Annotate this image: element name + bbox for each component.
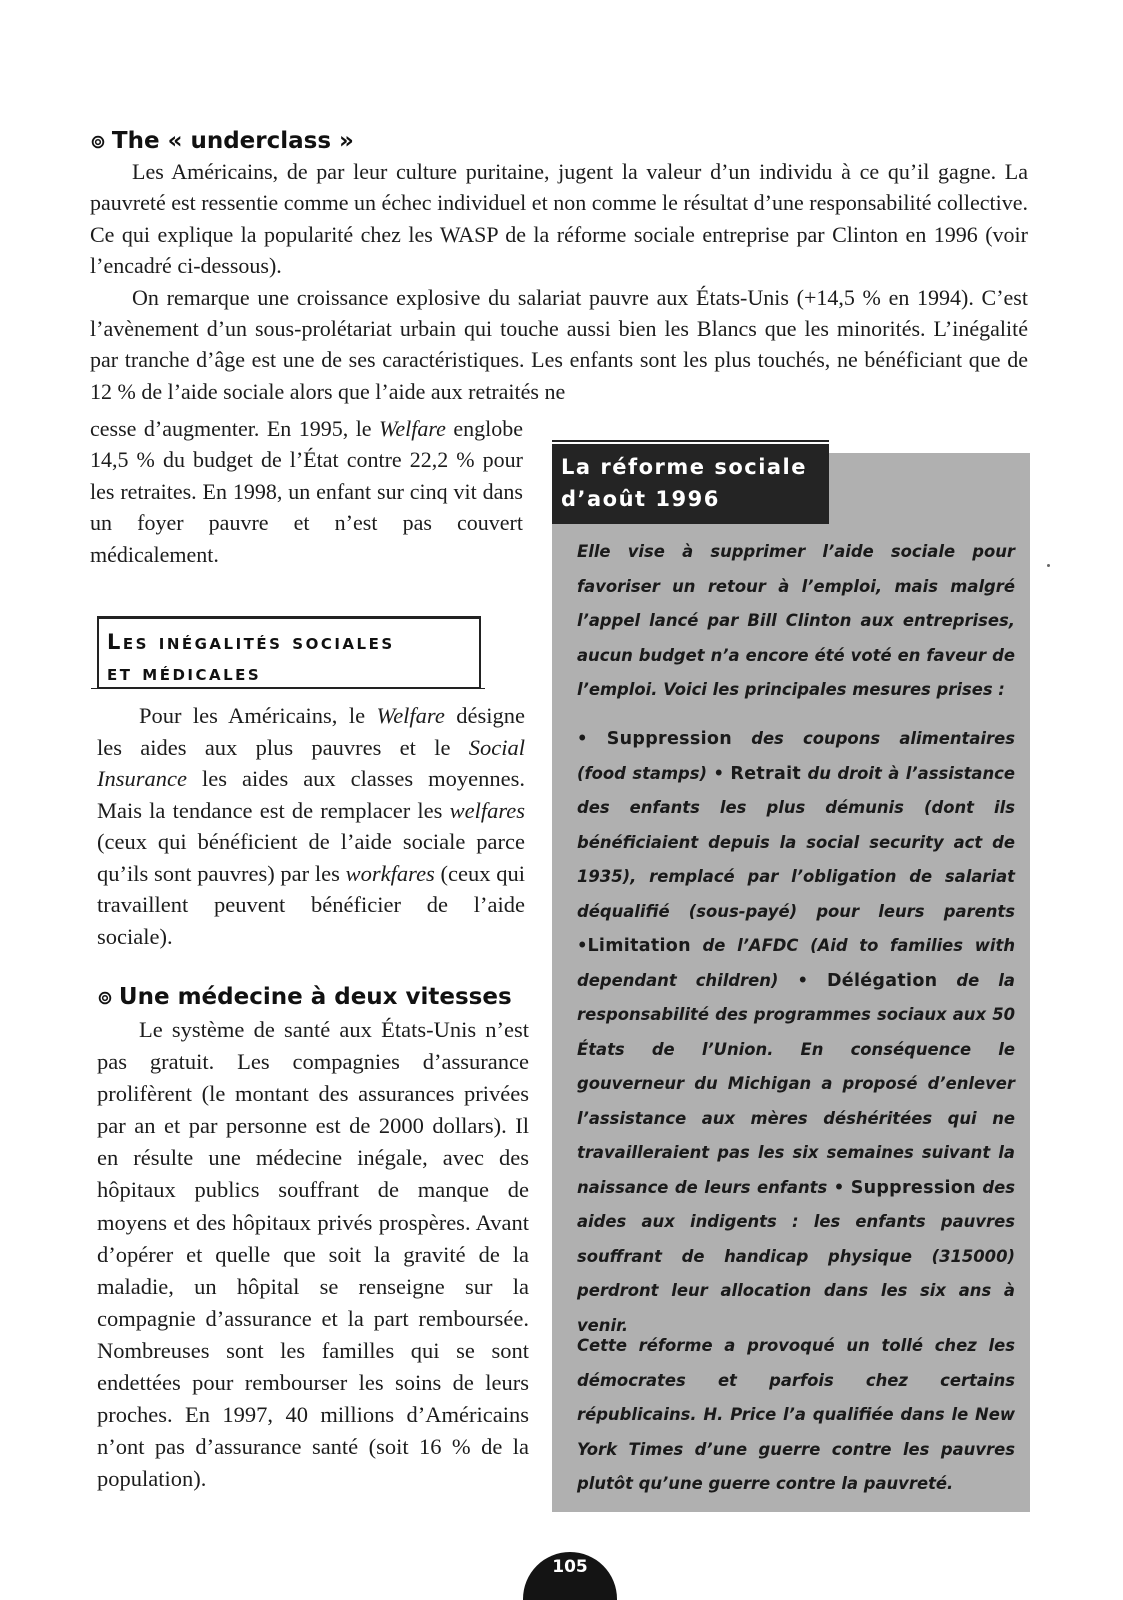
welfare-text-1: Pour les Américains, le: [139, 703, 377, 728]
bullet-icon: •: [713, 763, 724, 783]
measure-3-text: de l’AFDC (Aid to families with dependant children): [577, 936, 1015, 990]
welfare-text-3: les aides aux classes moyennes. Mais la tendance est de remplacer les: [97, 766, 525, 823]
welfare-paragraph: [97, 700, 525, 952]
underclass-heading-text: The « underclass »: [111, 128, 354, 154]
section-title-rule: [91, 688, 485, 689]
target-bullet-icon: ⊚: [90, 131, 106, 153]
welfare-text-5: (ceux qui travaillent peuvent bénéficier de l’aide sociale).: [97, 860, 526, 949]
bullet-icon: •: [577, 729, 588, 748]
reform-outro: [577, 1329, 1015, 1502]
measure-3-term: Limitation: [587, 936, 691, 956]
reform-box-title: [552, 444, 829, 524]
measure-2-term: Retrait: [730, 763, 802, 784]
bullet-icon: •: [797, 970, 808, 990]
measure-4-text: de la responsabilité des programmes sociaux aux 50 États de l’Union. En conséquence le gouverneur du Michigan a proposé d’enlever l’assistance aux mères déshéritées qui ne travailleraient pas les six semaines suivant la naissance de leurs enfants: [577, 970, 1015, 1197]
measure-5-text: des aides aux indigents : les enfants pauvres souffrant de handicap physique (315000) perdront leur allocation dans les six ans à venir.: [577, 1177, 1016, 1335]
underclass-paragraph-1: Les Américains, de par leur culture puritaine, jugent la valeur d’un individu à ce qu’il gagne. La pauvreté est ressentie comme un échec individuel et non comme le résultat d’une responsabilité collective. Ce qui explique la popularité chez les WASP de la réforme sociale entreprise par Clinton en 1996 (voir l’encadré ci-dessous).: [90, 159, 1028, 279]
section-title-line-2: et médicales: [107, 661, 262, 685]
section-title-line-1: Les inégalités sociales: [107, 630, 395, 654]
underclass-heading: [90, 128, 354, 154]
medecine-heading-text: Une médecine à deux vitesses: [118, 984, 512, 1010]
section-title-box: [97, 616, 481, 688]
reform-title-rule: [552, 440, 829, 442]
reform-title-line-1: La réforme sociale: [561, 455, 808, 479]
welfare-text-4: (ceux qui bénéficient de l’aide sociale parce qu’ils sont pauvres) par les: [97, 829, 525, 886]
social-insurance-term: Social Insurance: [97, 734, 525, 791]
measure-2-text: du droit à l’assistance des enfants les plus démunis (dont ils bénéficiaient depuis la social security act de 1935), remplacé par l’obligation de salariat déqualifié (sous-payé) pour leurs parents: [577, 763, 1015, 921]
reform-outro-text: Cette réforme a provoqué un tollé chez les démocrates et parfois chez certains républicains. H. Price l’a qualifiée dans le New York Times d’une guerre contre les pauvres plutôt qu’une guerre contre la pauvreté.: [577, 1336, 1015, 1493]
medecine-heading: [97, 984, 512, 1010]
welfare-text-2: désigne les aides aux plus pauvres et le: [97, 703, 525, 760]
workfares-term: workfares: [345, 860, 435, 886]
page-number: 105: [523, 1552, 617, 1600]
measure-5-term: Suppression: [850, 1177, 976, 1198]
underclass-paragraph-2-continued: [90, 413, 523, 570]
bullet-icon: •: [577, 936, 588, 955]
margin-mark: [1047, 564, 1050, 567]
reform-measures: [577, 722, 1015, 1343]
underclass-cont-text-b: englobe 14,5 % du budget de l’État contre 22,2 % pour les retraites. En 1998, un enfant sur cinq vit dans un foyer pauvre et n’est pas couvert médicalement.: [90, 416, 523, 567]
measure-4-term: Délégation: [826, 970, 938, 991]
medecine-paragraph: Le système de santé aux États-Unis n’est pas gratuit. Les compagnies d’assurance prolifèrent (le montant des assurances privées par an et par personne est de 2000 dollars). Il en résulte une médecine inégale, avec des hôpitaux publics souffrant de manque de moyens et des hôpitaux privés prospères. Avant d’opérer et quelle que soit la gravité de la maladie, un hôpital se renseigne sur la compagnie d’assurance et la part remboursée. Nombreuses sont les familles qui se sont endettées pour rembourser les soins de leurs proches. En 1997, 40 millions d’Américains n’ont pas d’assurance santé (soit 16 % de la population).: [97, 1017, 529, 1492]
reform-intro: [577, 535, 1015, 708]
welfares-term: welfares: [449, 797, 525, 823]
welfare-term: Welfare: [379, 416, 446, 441]
measure-1-text: des coupons alimentaires (food stamps): [577, 729, 1015, 783]
reform-intro-text: Elle vise à supprimer l’aide sociale pour favoriser un retour à l’emploi, mais malgré l’appel lancé par Bill Clinton aux entreprises, aucun budget n’a encore été voté en faveur de l’emploi. Voici les principales mesures prises :: [577, 542, 1015, 699]
measure-1-term: Suppression: [606, 729, 732, 749]
bullet-icon: •: [833, 1177, 845, 1197]
target-bullet-icon: ⊚: [97, 987, 113, 1009]
medecine-body: [97, 1014, 529, 1495]
welfare-term: Welfare: [376, 703, 445, 728]
underclass-paragraph-2: On remarque une croissance explosive du salariat pauvre aux États-Unis (+14,5 % en 1994). C’est l’avènement d’un sous-prolétariat urbain qui touche aussi bien les Blancs que les minorités. L’inégalité par tranche d’âge est une de ses caractéristiques. Les enfants sont les plus touchés, ne bénéficiant que de 12 % de l’aide sociale alors que l’aide aux retraités ne: [90, 284, 1028, 404]
underclass-cont-text-a: cesse d’augmenter. En 1995, le: [90, 416, 380, 441]
reform-title-line-2: d’août 1996: [561, 487, 720, 511]
underclass-body: [90, 156, 1028, 407]
